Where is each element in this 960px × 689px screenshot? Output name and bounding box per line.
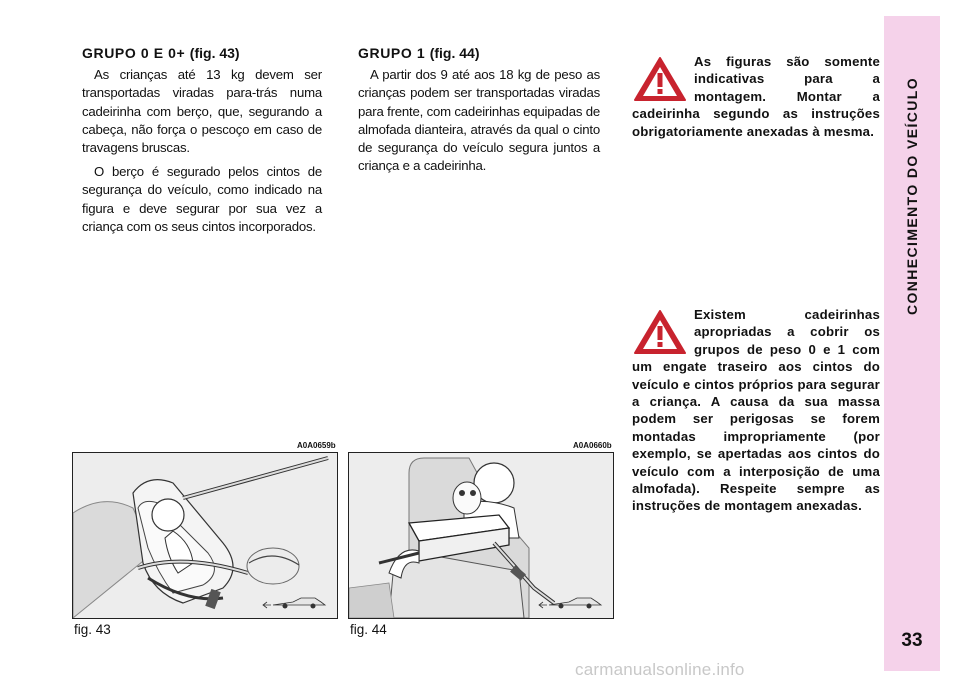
left-column — [82, 44, 322, 242]
figure-code: A0A0660b — [573, 441, 612, 450]
figure-caption: fig. 43 — [74, 622, 111, 637]
warning-triangle-icon — [632, 308, 688, 356]
infant-carrier-drawing — [73, 453, 337, 618]
body-paragraph: As crianças até 13 kg devem ser transportadas viradas para-trás numa cadeirinha com berço, que, segurando a cabeça, não força o pescoço em caso de travagens bruscas. — [82, 67, 322, 156]
warning-text: Existem cadeirinhas apropriadas a cobrir os grupos de peso 0 e 1 com um engate traseiro aos cintos do veículo e cintos próprios para segurar a criança. A causa da sua massa podem ser perigosas se forem montadas impropriamente (por exemplo, se apertadas aos cintos do veículo com a interposição de uma almofada). Respeite sempre as instruções de montagem anexadas. — [632, 307, 880, 514]
watermark: carmanualsonline.info — [575, 660, 745, 679]
figure-caption: fig. 44 — [350, 622, 387, 637]
warning-triangle-icon — [632, 55, 688, 103]
chapter-title: CONHECIMENTO DO VEÍCULO — [904, 76, 920, 316]
child-seat-drawing — [349, 453, 613, 618]
figure-reference: (fig. 44) — [429, 45, 480, 61]
section-heading-grupo-1 — [358, 44, 600, 62]
warning-text: As figuras são somente indicativas para a montagem. Montar a cadeirinha segundo as instruções obrigatoriamente anexadas à mesma. — [632, 54, 880, 139]
heading-text: GRUPO 1 — [358, 45, 426, 61]
page-number: 33 — [901, 630, 923, 651]
body-paragraph: A partir dos 9 até aos 18 kg de peso as crianças podem ser transportadas viradas para frente, com cadeirinhas equipadas de almofada dianteira, através da qual o cinto de segurança do veículo segura juntos a criança e a cadeirinha. — [358, 67, 600, 174]
figure-43-illustration — [72, 452, 338, 619]
middle-column — [358, 44, 600, 181]
chapter-sidebar — [884, 16, 940, 671]
figure-reference: (fig. 43) — [189, 45, 240, 61]
figure-44-illustration — [348, 452, 614, 619]
warning-note-1 — [632, 53, 880, 140]
warning-note-2 — [632, 306, 880, 515]
section-heading-grupo-0 — [82, 44, 322, 62]
body-paragraph: O berço é segurado pelos cintos de segurança do veículo, como indicado na figura e deve segurar por sua vez a criança com os seus cintos incorporados. — [82, 164, 322, 234]
figure-code: A0A0659b — [297, 441, 336, 450]
heading-text: GRUPO 0 E 0+ — [82, 45, 186, 61]
